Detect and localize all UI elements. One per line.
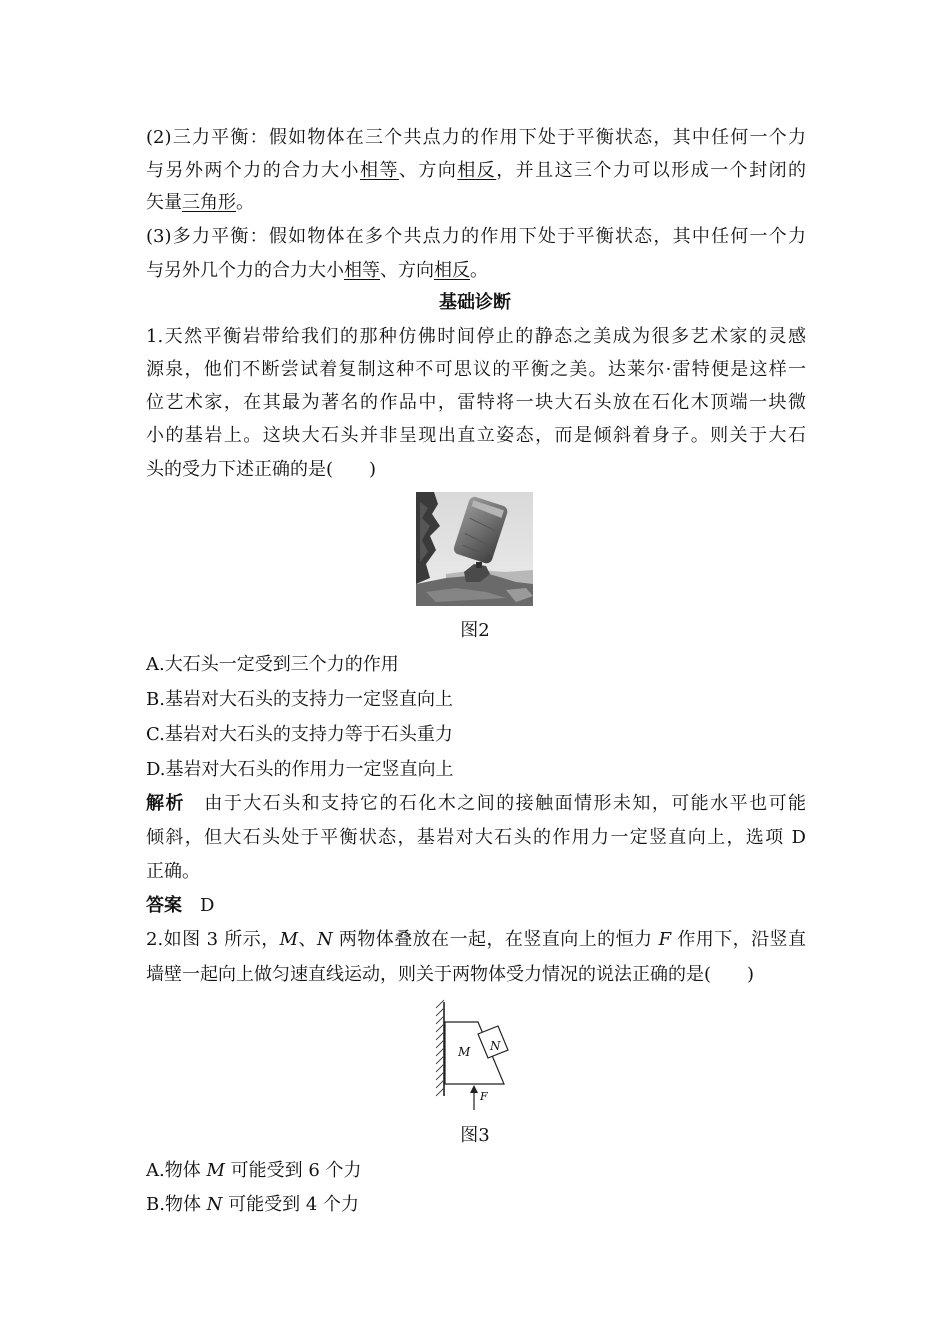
diagram-label-f: F <box>480 1090 488 1103</box>
text: 、方向 <box>398 160 458 181</box>
q1-option-b: B.基岩对大石头的支持力一定竖直向上 <box>146 689 453 710</box>
underlined-term: 相等 <box>344 260 380 281</box>
q1-analysis-line-2: 倾斜，但大石头处于平衡状态，基岩对大石头的作用力一定竖直向上，选项 D <box>146 827 806 848</box>
var-f: F <box>658 929 672 950</box>
q1-line-1: 1.天然平衡岩带给我们的那种仿佛时间停止的静态之美成为很多艺术家的灵感 <box>146 326 806 347</box>
analysis-label: 解析 <box>146 793 185 814</box>
p3-line-2 <box>146 256 806 286</box>
text: 、 <box>298 929 317 950</box>
text: 、方向 <box>380 260 434 281</box>
var-m: M <box>206 1160 225 1181</box>
q2-line-1 <box>146 925 806 955</box>
balanced-rock-photo <box>416 492 533 606</box>
text: ，并且这三个力可以形成一个封闭的 <box>496 160 807 181</box>
underlined-term: 相反 <box>457 160 497 181</box>
q2-option-b <box>146 1190 806 1220</box>
text: 2.如图 3 所示， <box>146 929 280 950</box>
p2-line-1: (2)三力平衡：假如物体在三个共点力的作用下处于平衡状态，其中任何一个力 <box>146 127 806 148</box>
underlined-term: 相等 <box>360 160 399 181</box>
analysis-text: 由于大石头和支持它的石化木之间的接触面情形未知，可能水平也可能 <box>204 793 807 814</box>
q1-option-c: C.基岩对大石头的支持力等于石头重力 <box>146 724 453 745</box>
text: 。 <box>236 192 254 213</box>
q1-option-a: A.大石头一定受到三个力的作用 <box>146 654 399 675</box>
figure-2-caption: 图2 <box>460 620 490 641</box>
text: 矢量 <box>146 192 182 213</box>
text: 。 <box>470 260 488 281</box>
text: 与另外几个力的合力大小 <box>146 260 344 281</box>
q1-line-3: 位艺术家，在其最为著名的作品中，雷特将一块大石头放在石化木顶端一块微 <box>146 392 806 413</box>
section-title: 基础诊断 <box>439 292 511 313</box>
diagram-label-n: N <box>490 1039 501 1053</box>
text: B.物体 <box>146 1194 207 1215</box>
q1-option-d: D.基岩对大石头的作用力一定竖直向上 <box>146 759 454 780</box>
text: A.物体 <box>146 1160 207 1181</box>
underlined-term: 三角形 <box>182 192 236 213</box>
text: 可能受到 6 个力 <box>224 1160 362 1181</box>
q1-answer <box>146 891 806 921</box>
q1-line-5: 头的受力下述正确的是( ) <box>146 459 377 480</box>
text: 两物体叠放在一起，在竖直向上的恒力 <box>332 929 659 950</box>
q1-line-4: 小的基岩上。这块大石头并非呈现出直立姿态，而是倾斜着身子。则关于大石 <box>146 425 806 446</box>
answer-label: 答案 <box>146 895 182 916</box>
p3-line-1: (3)多力平衡：假如物体在多个共点力的作用下处于平衡状态，其中任何一个力 <box>146 226 806 247</box>
q2-line-2: 墙壁一起向上做匀速直线运动，则关于两物体受力情况的说法正确的是( ) <box>146 964 755 985</box>
text: 可能受到 4 个力 <box>222 1194 360 1215</box>
var-m: M <box>279 929 299 950</box>
diagram-label-m: M <box>458 1045 471 1059</box>
answer-value: D <box>200 895 215 916</box>
q1-line-2: 源泉，他们不断尝试着复制这种不可思议的平衡之美。达莱尔·雷特便是这样一 <box>146 359 806 380</box>
force-diagram <box>428 998 518 1113</box>
text: 与另外两个力的合力大小 <box>146 160 360 181</box>
q1-analysis-line-3: 正确。 <box>146 861 200 882</box>
p2-line-2 <box>146 156 806 186</box>
p2-line-3 <box>146 188 806 218</box>
q1-analysis-line-1 <box>146 789 806 819</box>
figure-3-caption: 图3 <box>460 1125 490 1146</box>
var-n: N <box>316 929 333 950</box>
underlined-term: 相反 <box>434 260 470 281</box>
text: 作用下，沿竖直 <box>671 929 806 950</box>
var-n: N <box>206 1194 223 1215</box>
q2-option-a <box>146 1156 806 1186</box>
